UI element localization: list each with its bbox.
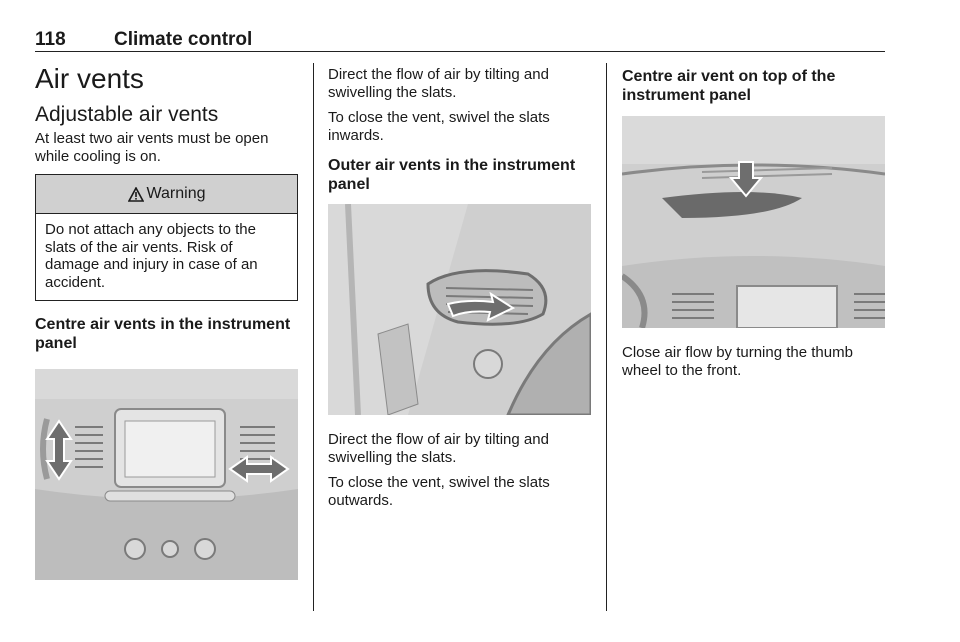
close-vent-inwards-text: To close the vent, swivel the slats inwards. (328, 109, 550, 144)
centre-air-vents-figure (35, 369, 298, 580)
chapter-title: Climate control (114, 29, 253, 50)
column-1 (35, 62, 298, 580)
direct-flow-text: Direct the flow of air by tilting and swivelling the slats. (328, 66, 549, 101)
column-divider-2 (606, 63, 607, 611)
direct-flow-text-2: Direct the flow of air by tilting and swivelling the slats. (328, 431, 549, 466)
warning-text: Do not attach any objects to the slats of the air vents. Risk of damage and injury in case of an accident. (45, 221, 258, 291)
top-air-vent-figure (622, 116, 885, 328)
outer-vents-heading: Outer air vents in the instrument panel (328, 157, 576, 193)
outer-air-vents-figure (328, 204, 591, 415)
close-vent-outwards-text: To close the vent, swivel the slats outwards. (328, 474, 550, 509)
column-divider-1 (313, 63, 314, 611)
warning-heading: Warning (146, 185, 206, 202)
warning-header (36, 175, 297, 214)
subsection-title: Adjustable air vents (35, 103, 219, 126)
page-number: 118 (35, 29, 66, 50)
column-3 (622, 62, 885, 379)
intro-text: At least two air vents must be open while cooling is on. (35, 130, 269, 165)
section-title: Air vents (35, 63, 144, 94)
close-airflow-text: Close air flow by turning the thumb wheel to the front. (622, 344, 853, 379)
header-rule (35, 51, 885, 52)
warning-box (35, 174, 298, 301)
centre-vents-heading: Centre air vents in the instrument panel (35, 316, 291, 352)
column-2 (328, 62, 591, 509)
top-vent-heading: Centre air vent on top of the instrument panel (622, 68, 836, 104)
warning-icon (128, 187, 144, 202)
